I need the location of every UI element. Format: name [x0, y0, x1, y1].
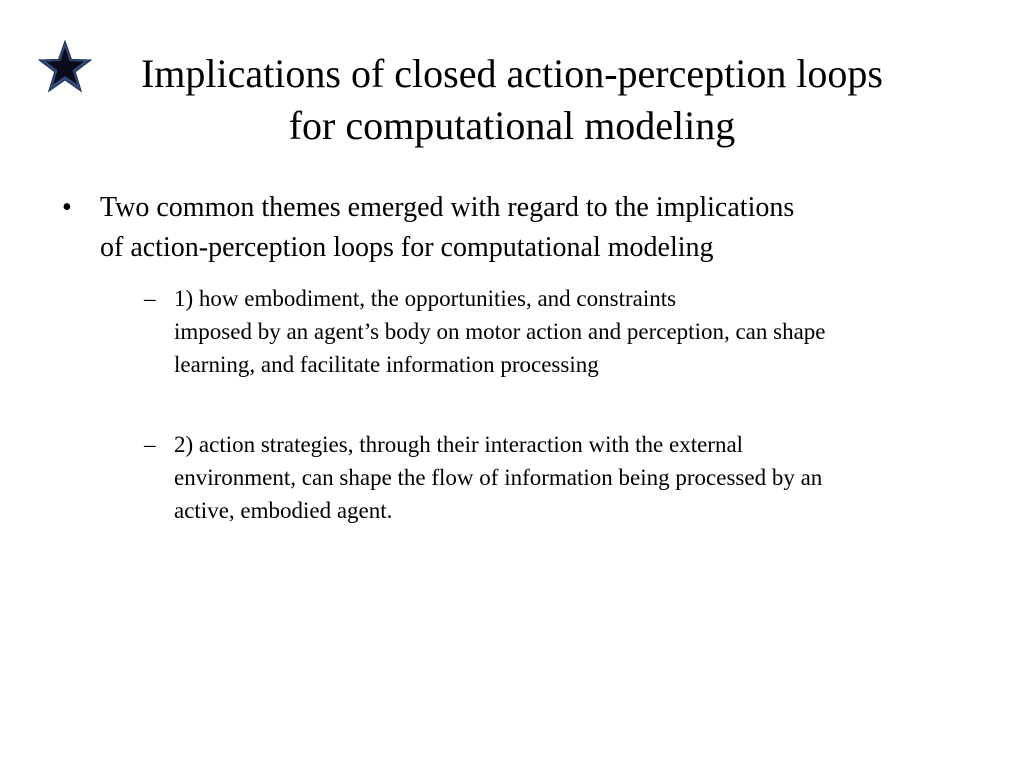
title-line-1: Implications of closed action-perception loops	[140, 51, 883, 96]
sub-bullet-item-1	[144, 282, 962, 381]
sub-bullet-text-line-2: imposed by an agent’s body on motor action and perception, can shape	[174, 319, 826, 344]
sub-bullet-text-line-3: active, embodied agent.	[174, 498, 393, 523]
bullet-text-line-2: of action-perception loops for computational modeling	[100, 232, 714, 263]
title-line-2: for computational modeling	[288, 103, 736, 148]
sub-bullet-item-2	[144, 428, 962, 527]
sub-bullet-list	[144, 282, 962, 527]
bullet-text-line-1: Two common themes emerged with regard to the implications	[100, 192, 795, 223]
sub-bullet-marker: –	[144, 286, 156, 311]
sub-bullet-marker: –	[144, 432, 156, 457]
bullet-marker: •	[62, 192, 72, 223]
sub-bullet-text-line-1: 1) how embodiment, the opportunities, and constraints	[174, 286, 677, 311]
sub-bullet-text-line-1: 2) action strategies, through their interaction with the external	[174, 432, 744, 457]
sub-bullet-text-line-2: environment, can shape the flow of information being processed by an	[174, 465, 823, 490]
bullet-item	[62, 188, 962, 268]
slide-body	[62, 188, 962, 527]
sub-bullet-text-line-3: learning, and facilitate information processing	[174, 352, 599, 377]
slide-title	[70, 48, 954, 152]
